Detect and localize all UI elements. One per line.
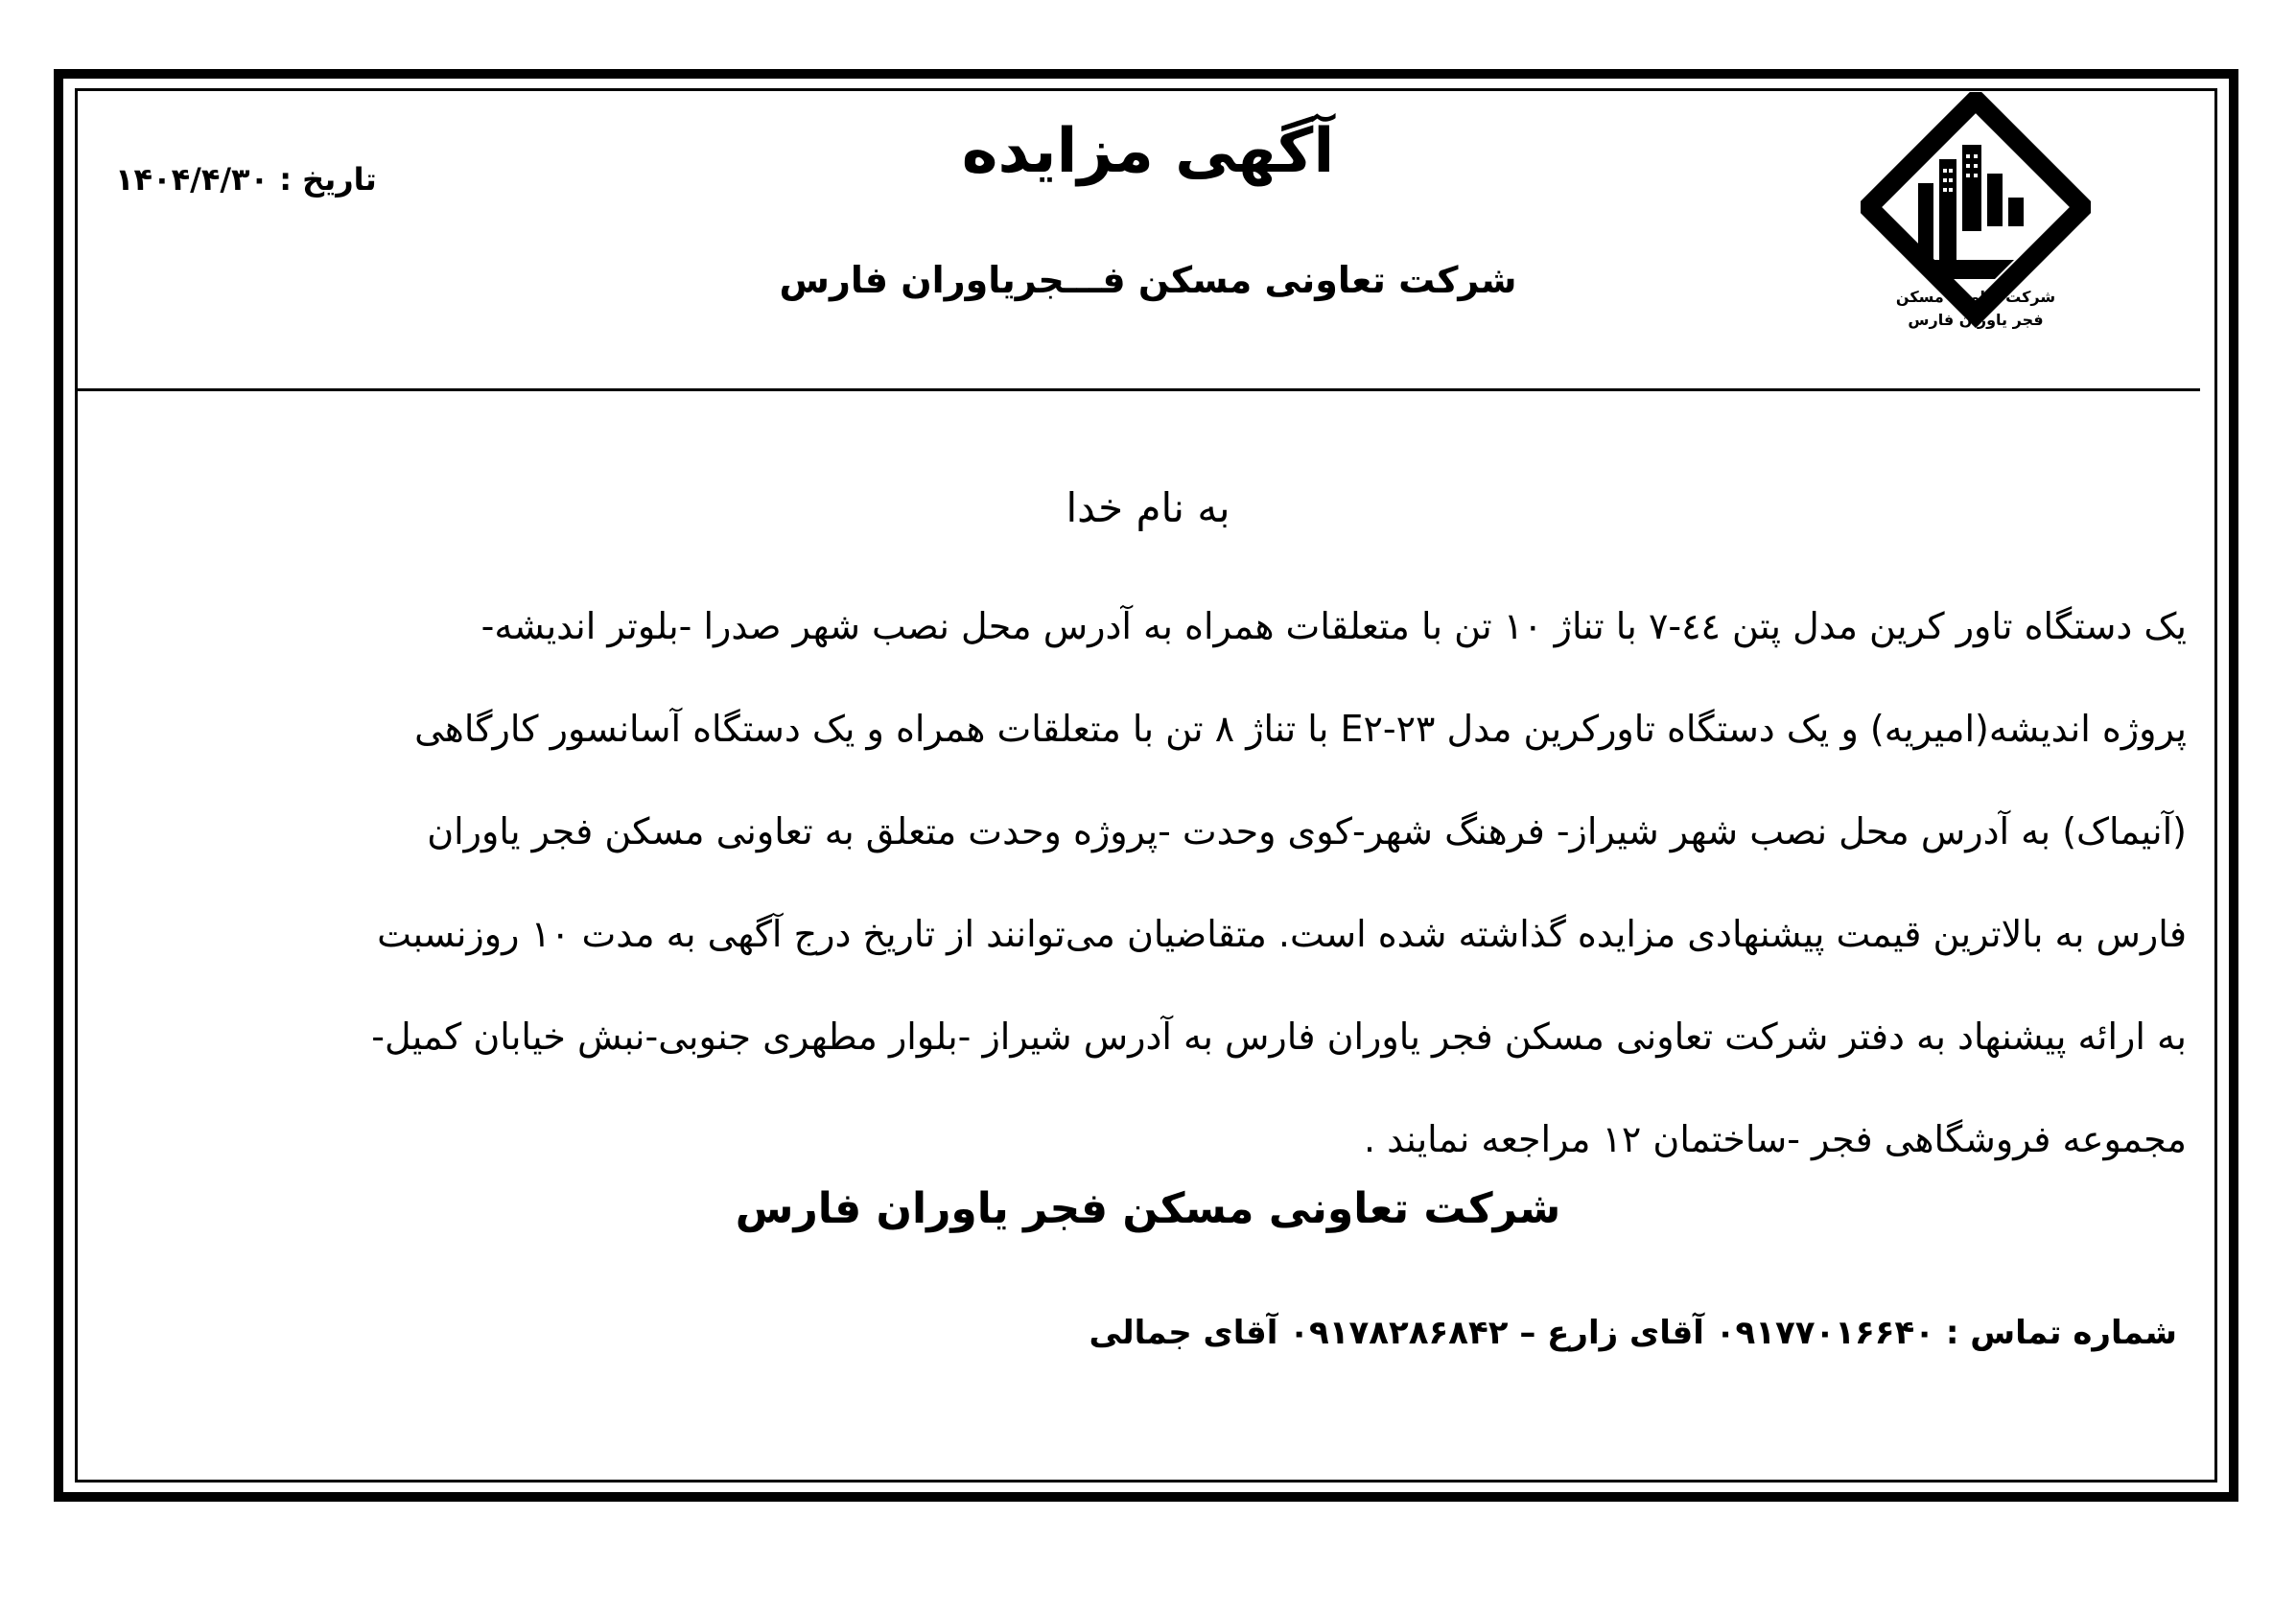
body-line: یک دستگاه تاور کرین مدل پتن ٤٤-٧ با تناژ ۱۰ تن با متعلقات همراه به آدرس محل نصب شهر صدرا -بلوتر اندیشه- xyxy=(480,605,2187,647)
body-line: پروژه اندیشه(امیریه) و یک دستگاه تاورکرین مدل E۲-۲۳ با تناژ ۸ تن با متعلقات همراه و یک دستگاه آسانسور کارگاهی xyxy=(414,708,2187,750)
company-name-header: شرکت تعاونی مسکن فـــجریاوران فارس xyxy=(779,259,1517,301)
company-signature: شرکت تعاونی مسکن فجر یاوران فارس xyxy=(735,1184,1561,1233)
logo-caption-line1: شرکت تعاونی مسکن xyxy=(1895,288,2056,306)
contact-numbers: شماره تماس : ۰۹۱۷۷۰۱۶۶۴۰ آقای زارع – ۰۹۱۷۸۲۸۶۸۴۲ آقای جمالی xyxy=(1089,1314,2177,1352)
logo-caption-line2: فجر یاوران فارس xyxy=(1908,311,2044,329)
body-line: (آنیماک) به آدرس محل نصب شهر شیراز- فرهنگ شهر-کوی وحدت -پروژه وحدت متعلق به تعاونی مسکن فجر یاوران xyxy=(427,810,2187,852)
body-line: به ارائه پیشنهاد به دفتر شرکت تعاونی مسکن فجر یاوران فارس به آدرس شیراز -بلوار مطهری جنوبی-نبش خیابان کمیل- xyxy=(371,1016,2187,1058)
body-line: مجموعه فروشگاهی فجر -ساختمان ۱۲ مراجعه نمایند . xyxy=(1364,1118,2187,1160)
notice-date: تاریخ : ۱۴۰۴/۴/۳۰ xyxy=(115,161,377,198)
salutation: به نام خدا xyxy=(1066,484,1230,531)
notice-body xyxy=(144,575,2187,1191)
body-line: فارس به بالاترین قیمت پیشنهادی مزایده گذاشته شده است. متقاضیان می‌توانند از تاریخ درج آگهی به مدت ۱۰ روزنسبت xyxy=(377,913,2187,955)
notice-title: آگهی مزایده xyxy=(961,116,1335,187)
header-divider xyxy=(75,388,2200,391)
